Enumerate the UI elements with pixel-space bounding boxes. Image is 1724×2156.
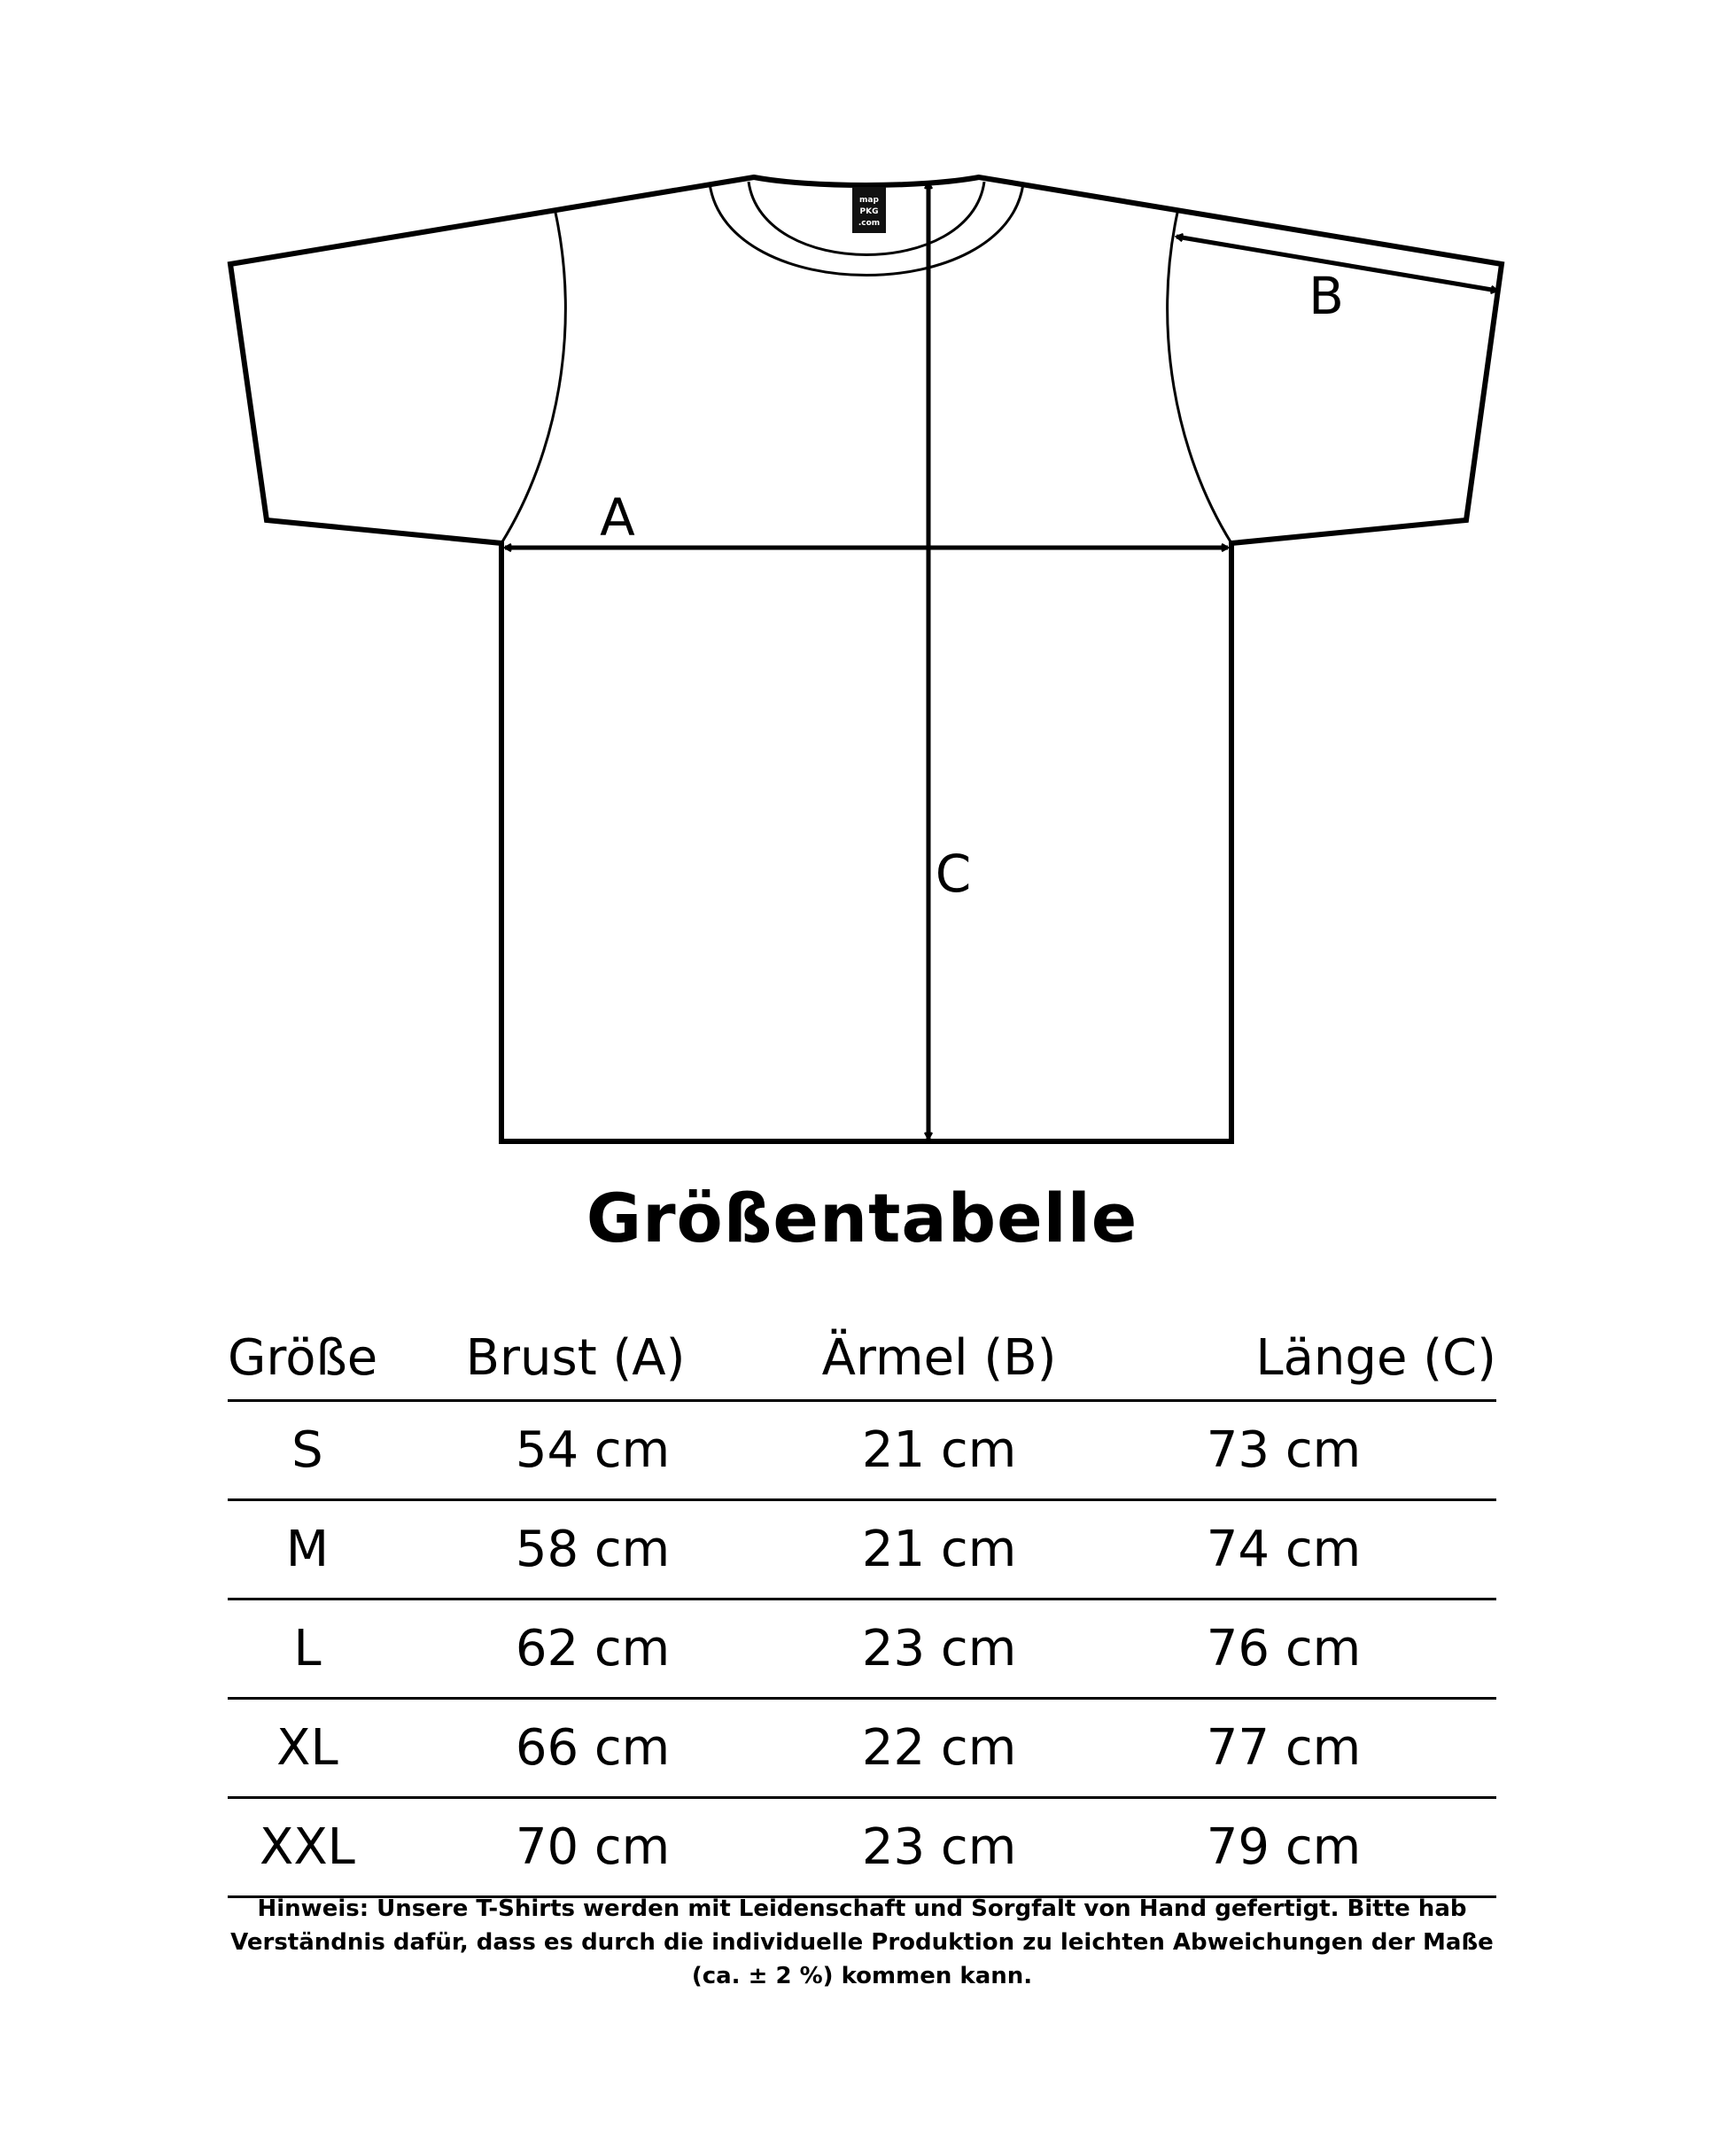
cell-sleeve: 22 cm xyxy=(764,1699,1114,1798)
label-a: A xyxy=(600,487,635,548)
cell-sleeve: 23 cm xyxy=(764,1798,1114,1897)
header-chest: Brust (A) xyxy=(387,1289,764,1401)
table-row xyxy=(228,1401,1496,1500)
cell-size: M xyxy=(228,1500,387,1599)
cell-length: 74 cm xyxy=(1114,1500,1496,1599)
cell-chest: 70 cm xyxy=(387,1798,764,1897)
cell-size: XL xyxy=(228,1699,387,1798)
cell-sleeve: 21 cm xyxy=(764,1500,1114,1599)
label-b: B xyxy=(1309,266,1344,326)
cell-sleeve: 21 cm xyxy=(764,1401,1114,1500)
cell-chest: 62 cm xyxy=(387,1599,764,1699)
cell-size: L xyxy=(228,1599,387,1699)
cell-size: XXL xyxy=(228,1798,387,1897)
cell-chest: 58 cm xyxy=(387,1500,764,1599)
right-sleeve-seam xyxy=(1168,213,1231,543)
cell-length: 76 cm xyxy=(1114,1599,1496,1699)
left-sleeve-seam xyxy=(501,213,565,543)
label-c: C xyxy=(935,844,972,904)
header-length: Länge (C) xyxy=(1114,1289,1496,1401)
table-row xyxy=(228,1500,1496,1599)
header-sleeve: Ärmel (B) xyxy=(764,1289,1114,1401)
cell-chest: 66 cm xyxy=(387,1699,764,1798)
cell-length: 77 cm xyxy=(1114,1699,1496,1798)
label-tag xyxy=(852,187,886,233)
table-row xyxy=(228,1699,1496,1798)
disclaimer-note: Hinweis: Unsere T-Shirts werden mit Leidenschaft und Sorgfalt von Hand gefertigt. Bitte hab Verständnis dafür, dass es durch die individuelle Produktion zu leichten Abweichungen der Maße (ca. ± 2 %) kommen kann. xyxy=(230,1895,1494,1989)
table-row xyxy=(228,1798,1496,1897)
tag-line-1: map xyxy=(859,196,879,205)
cell-chest: 54 cm xyxy=(387,1401,764,1500)
tag-line-3: .com xyxy=(858,219,881,228)
cell-size: S xyxy=(228,1401,387,1500)
page-title: Größentabelle xyxy=(586,1179,1138,1257)
table-row xyxy=(228,1599,1496,1699)
header-size: Größe xyxy=(228,1289,387,1401)
cell-length: 79 cm xyxy=(1114,1798,1496,1897)
size-table xyxy=(228,1289,1496,1898)
cell-length: 73 cm xyxy=(1114,1401,1496,1500)
table-header-row xyxy=(228,1289,1496,1401)
cell-sleeve: 23 cm xyxy=(764,1599,1114,1699)
tag-line-2: PKG xyxy=(859,207,879,216)
